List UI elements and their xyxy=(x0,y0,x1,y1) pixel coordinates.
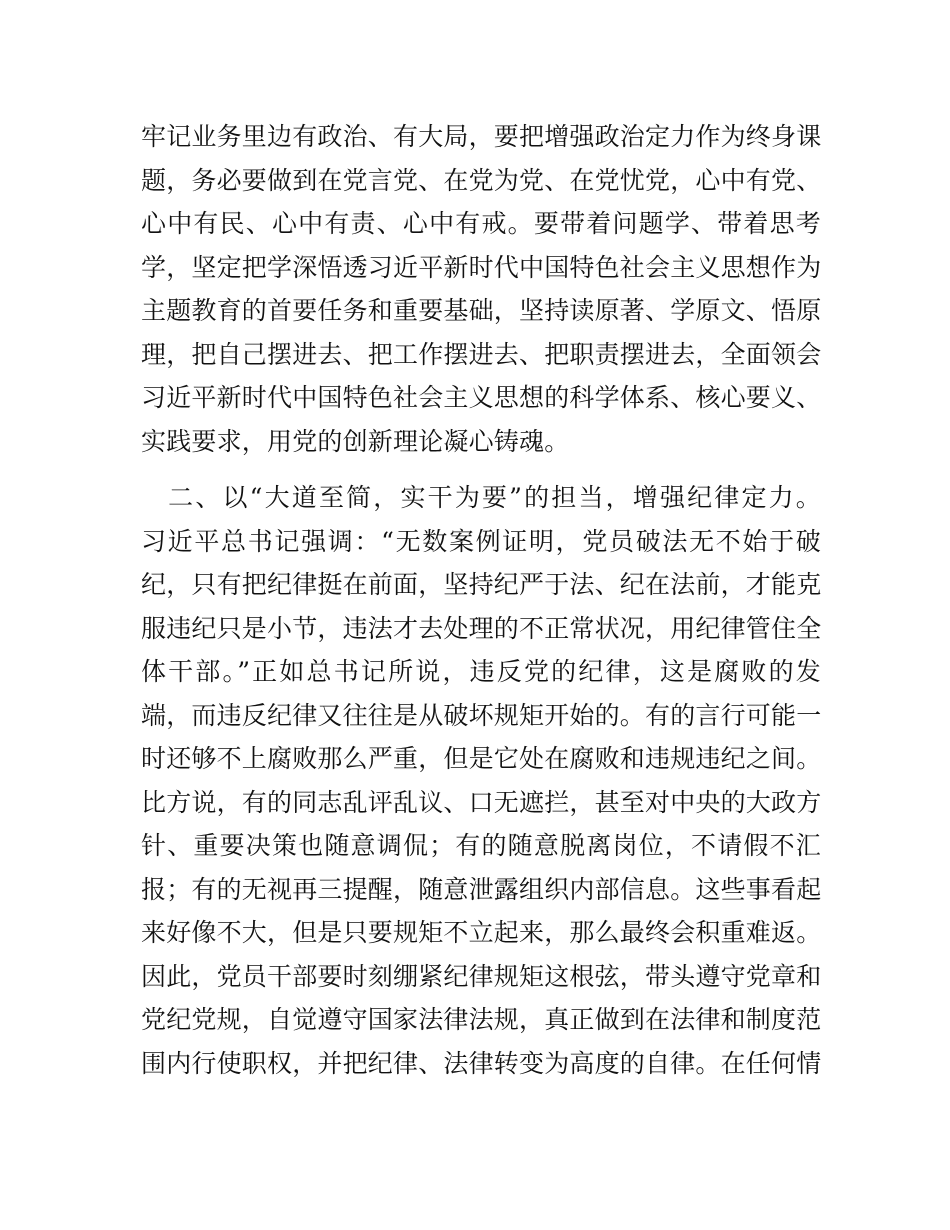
text-line: 来好像不大，但是只要规矩不立起来，那么最终会积重难返。 xyxy=(141,918,822,947)
text-line: 习近平总书记强调：“无数案例证明，党员破法无不始于破 xyxy=(141,526,821,556)
text-line: 纪，只有把纪律挺在前面，坚持纪严于法、纪在法前，才能克 xyxy=(141,570,822,599)
text-line: 体干部。”正如总书记所说，违反党的纪律，这是腐败的发 xyxy=(141,657,821,686)
text-line: 针、重要决策也随意调侃；有的随意脱离岗位，不请假不汇 xyxy=(141,831,821,860)
text-line: 理，把自己摆进去、把工作摆进去、把职责摆进去，全面领会 xyxy=(141,339,822,369)
text-line: 心中有民、心中有责、心中有戒。要带着问题学、带着思考 xyxy=(141,209,821,238)
text-line: 比方说，有的同志乱评乱议、口无遮拦，甚至对中央的大政方 xyxy=(141,787,822,817)
text-line: 服违纪只是小节，违法才去处理的不正常状况，用纪律管住全 xyxy=(141,613,822,643)
text-line: 题，务必要做到在党言党、在党为党、在党忧党，心中有党、 xyxy=(141,165,822,195)
text-line: 党纪党规，自觉遵守国家法律法规，真正做到在法律和制度范 xyxy=(141,1005,822,1034)
text-line: 习近平新时代中国特色社会主义思想的科学体系、核心要义、 xyxy=(141,383,822,412)
text-line: 围内行使职权，并把纪律、法律转变为高度的自律。在任何情 xyxy=(141,1048,822,1078)
text-line: 报；有的无视再三提醒，随意泄露组织内部信息。这些事看起 xyxy=(141,874,822,904)
text-line: 牢记业务里边有政治、有大局，要把增强政治定力作为终身课 xyxy=(141,122,822,151)
paragraph-1 xyxy=(141,115,821,463)
text-line: 学，坚定把学深悟透习近平新时代中国特色社会主义思想作为 xyxy=(141,252,822,282)
text-line: 因此，党员干部要时刻绷紧纪律规矩这根弦，带头遵守党章和 xyxy=(141,961,822,991)
text-line: 时还够不上腐败那么严重，但是它处在腐败和违规违纪之间。 xyxy=(141,744,822,773)
paragraph-2 xyxy=(141,476,821,1085)
text-line: 实践要求，用党的创新理论凝心铸魂。 xyxy=(141,426,570,456)
text-line: 端，而违反纪律又往往是从破坏规矩开始的。有的言行可能一 xyxy=(141,700,822,730)
section-heading-line: 二、以“大道至简，实干为要”的担当，增强纪律定力。 xyxy=(141,483,821,512)
text-line: 主题教育的首要任务和重要基础，坚持读原著、学原文、悟原 xyxy=(141,296,822,325)
